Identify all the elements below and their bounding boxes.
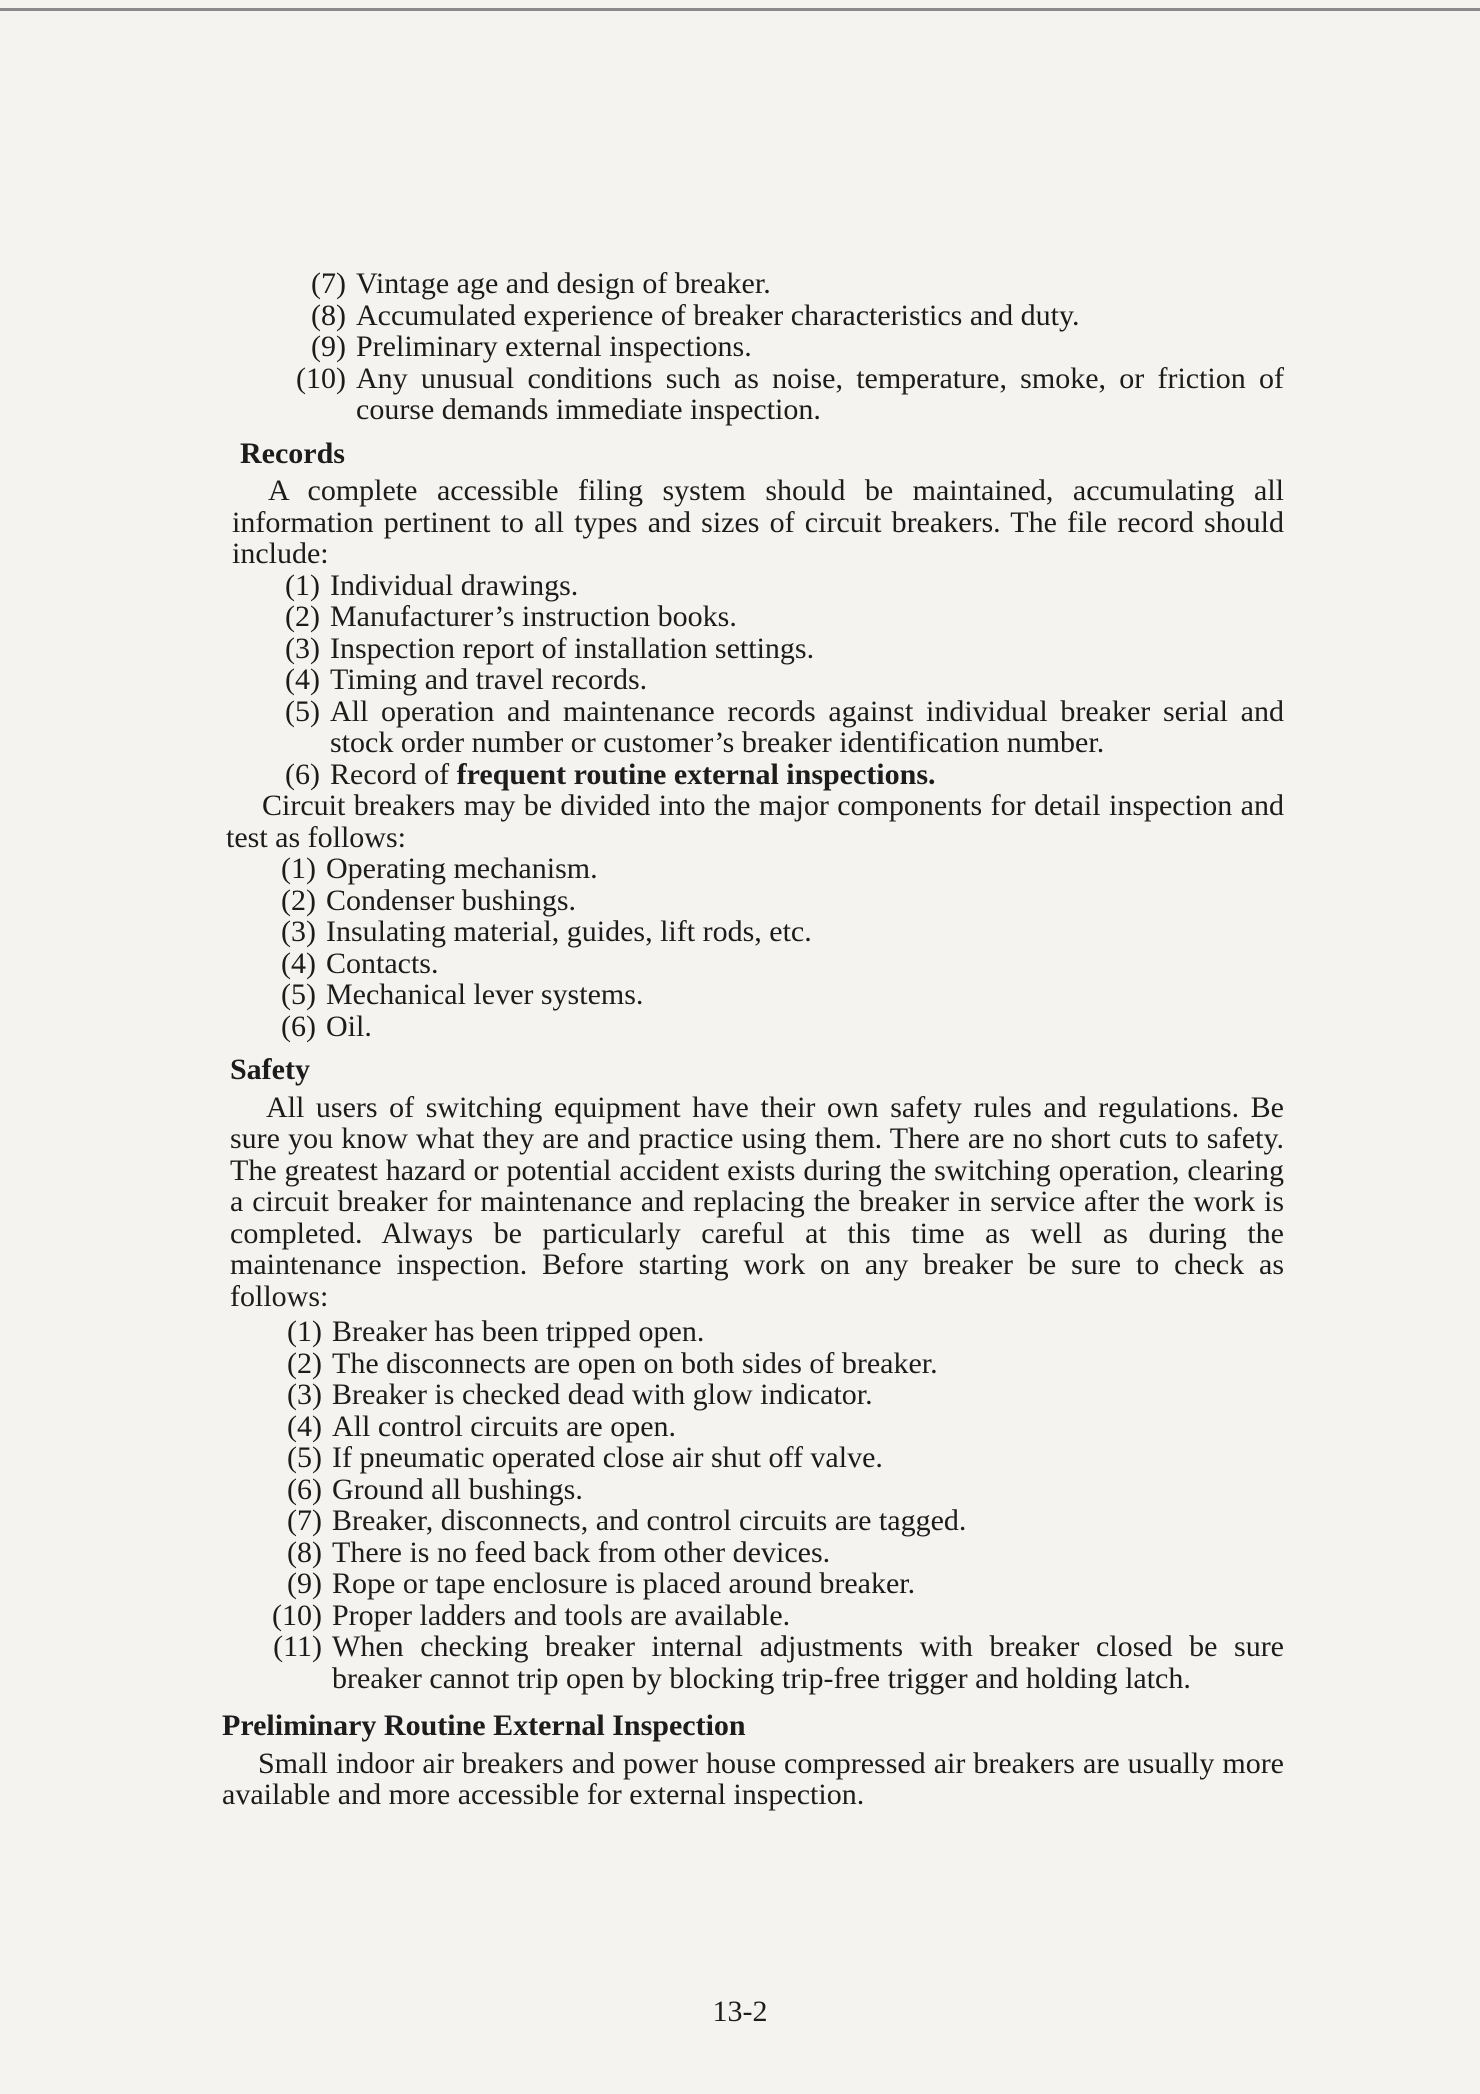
records-intro: A complete accessible filing system should be maintained, accumulating all information pertinent to all types and sizes of circuit breakers. The file record should include: bbox=[232, 474, 1284, 570]
item-number: (2) bbox=[285, 600, 320, 633]
item-text: Operating mechanism. bbox=[326, 852, 598, 885]
item-number: (10) bbox=[272, 1598, 322, 1632]
item-number: (8) bbox=[287, 1535, 322, 1569]
item-number: (9) bbox=[311, 330, 346, 363]
section-heading-safety: Safety bbox=[230, 1053, 310, 1086]
list-item bbox=[250, 1600, 1284, 1632]
list-item bbox=[258, 979, 1284, 1011]
section-heading-records: Records bbox=[240, 436, 345, 470]
list-item bbox=[250, 1631, 1284, 1694]
item-text: Record of bbox=[330, 757, 450, 791]
item-text: Ground all bushings. bbox=[332, 1472, 583, 1506]
item-text: Any unusual conditions such as noise, temperature, smoke, or friction of course demands immediate inspection. bbox=[356, 361, 1284, 426]
list-item bbox=[262, 633, 1284, 665]
item-text: Insulating material, guides, lift rods, etc. bbox=[326, 915, 812, 948]
list-item bbox=[256, 331, 1284, 363]
item-text: Breaker is checked dead with glow indicator. bbox=[332, 1378, 873, 1411]
components-intro: Circuit breakers may be divided into the major components for detail inspection and test as follows: bbox=[226, 789, 1284, 854]
components-list bbox=[258, 853, 1284, 1042]
item-text: The disconnects are open on both sides of breaker. bbox=[332, 1346, 938, 1380]
item-text: Condenser bushings. bbox=[326, 883, 576, 917]
item-number: (3) bbox=[285, 631, 320, 665]
item-number: (3) bbox=[287, 1378, 322, 1411]
item-text: When checking breaker internal adjustments with breaker closed be sure breaker cannot trip open by blocking trip-free trigger and holding latch. bbox=[332, 1630, 1284, 1695]
item-emphasis: frequent routine external inspections. bbox=[456, 757, 936, 791]
continued-list bbox=[256, 268, 1284, 426]
item-text: Timing and travel records. bbox=[330, 663, 648, 696]
list-item bbox=[258, 853, 1284, 885]
list-item bbox=[262, 664, 1284, 696]
item-number: (1) bbox=[281, 852, 316, 885]
list-item bbox=[258, 916, 1284, 948]
document-page bbox=[222, 268, 1284, 1811]
records-list bbox=[262, 570, 1284, 791]
item-number: (2) bbox=[287, 1346, 322, 1380]
item-number: (11) bbox=[273, 1630, 322, 1663]
item-number: (7) bbox=[311, 267, 346, 300]
item-number: (9) bbox=[287, 1567, 322, 1600]
list-item bbox=[250, 1411, 1284, 1443]
item-number: (4) bbox=[285, 663, 320, 696]
list-item bbox=[250, 1505, 1284, 1537]
item-number: (2) bbox=[281, 883, 316, 917]
list-item bbox=[250, 1348, 1284, 1380]
item-number: (5) bbox=[281, 978, 316, 1011]
item-text: Accumulated experience of breaker characteristics and duty. bbox=[356, 298, 1080, 332]
item-text: Breaker, disconnects, and control circuits are tagged. bbox=[332, 1504, 967, 1537]
item-number: (3) bbox=[281, 915, 316, 948]
item-number: (10) bbox=[296, 361, 346, 395]
page-number: 13-2 bbox=[712, 1995, 768, 2028]
item-number: (4) bbox=[287, 1409, 322, 1443]
item-number: (5) bbox=[285, 694, 320, 728]
item-number: (8) bbox=[311, 298, 346, 332]
list-item bbox=[250, 1316, 1284, 1348]
item-text: Inspection report of installation settings. bbox=[330, 631, 815, 665]
item-text: Manufacturer’s instruction books. bbox=[330, 600, 737, 633]
item-number: (6) bbox=[285, 757, 320, 791]
item-text: Proper ladders and tools are available. bbox=[332, 1598, 791, 1632]
item-number: (7) bbox=[287, 1504, 322, 1537]
list-item bbox=[262, 601, 1284, 633]
item-text: All operation and maintenance records against individual breaker serial and stock order number or customer’s breaker identification number. bbox=[330, 694, 1284, 759]
item-text: Oil. bbox=[326, 1009, 372, 1043]
item-text: Preliminary external inspections. bbox=[356, 330, 752, 363]
item-number: (6) bbox=[281, 1009, 316, 1043]
list-item bbox=[250, 1442, 1284, 1474]
list-item bbox=[250, 1537, 1284, 1569]
item-text: If pneumatic operated close air shut off valve. bbox=[332, 1441, 883, 1474]
section-heading-preliminary: Preliminary Routine External Inspection bbox=[222, 1709, 746, 1742]
item-number: (1) bbox=[285, 568, 320, 602]
list-item bbox=[258, 948, 1284, 980]
list-item bbox=[256, 300, 1284, 332]
list-item bbox=[250, 1568, 1284, 1600]
list-item bbox=[258, 885, 1284, 917]
list-item bbox=[262, 759, 1284, 791]
item-text: There is no feed back from other devices. bbox=[332, 1535, 831, 1569]
list-item bbox=[250, 1379, 1284, 1411]
list-item bbox=[256, 363, 1284, 426]
item-number: (5) bbox=[287, 1441, 322, 1474]
item-text: Contacts. bbox=[326, 946, 439, 980]
item-text: All control circuits are open. bbox=[332, 1409, 677, 1443]
list-item bbox=[250, 1474, 1284, 1506]
item-text: Vintage age and design of breaker. bbox=[356, 267, 771, 300]
list-item bbox=[256, 268, 1284, 300]
item-number: (6) bbox=[287, 1472, 322, 1506]
preliminary-body: Small indoor air breakers and power house compressed air breakers are usually more available and more accessible for external inspection. bbox=[222, 1746, 1284, 1811]
item-text: Mechanical lever systems. bbox=[326, 978, 644, 1011]
list-item bbox=[258, 1011, 1284, 1043]
item-text: Breaker has been tripped open. bbox=[332, 1315, 705, 1348]
safety-list bbox=[250, 1316, 1284, 1694]
item-text: Individual drawings. bbox=[330, 568, 579, 602]
safety-body: All users of switching equipment have their own safety rules and regulations. Be sure you know what they are and practice using them. There are no short cuts to safety. The greatest hazard or potential accident exists during the switching operation, clearing a circuit breaker for maintenance and replacing the breaker in service after the work is completed. Always be particularly careful at this time as well as during the maintenance inspection. Before starting work on any breaker be sure to check as follows: bbox=[230, 1090, 1284, 1313]
item-number: (1) bbox=[287, 1315, 322, 1348]
item-text: Rope or tape enclosure is placed around breaker. bbox=[332, 1567, 916, 1600]
item-number: (4) bbox=[281, 946, 316, 980]
list-item bbox=[262, 696, 1284, 759]
list-item bbox=[262, 570, 1284, 602]
page-top-rule bbox=[0, 8, 1480, 11]
